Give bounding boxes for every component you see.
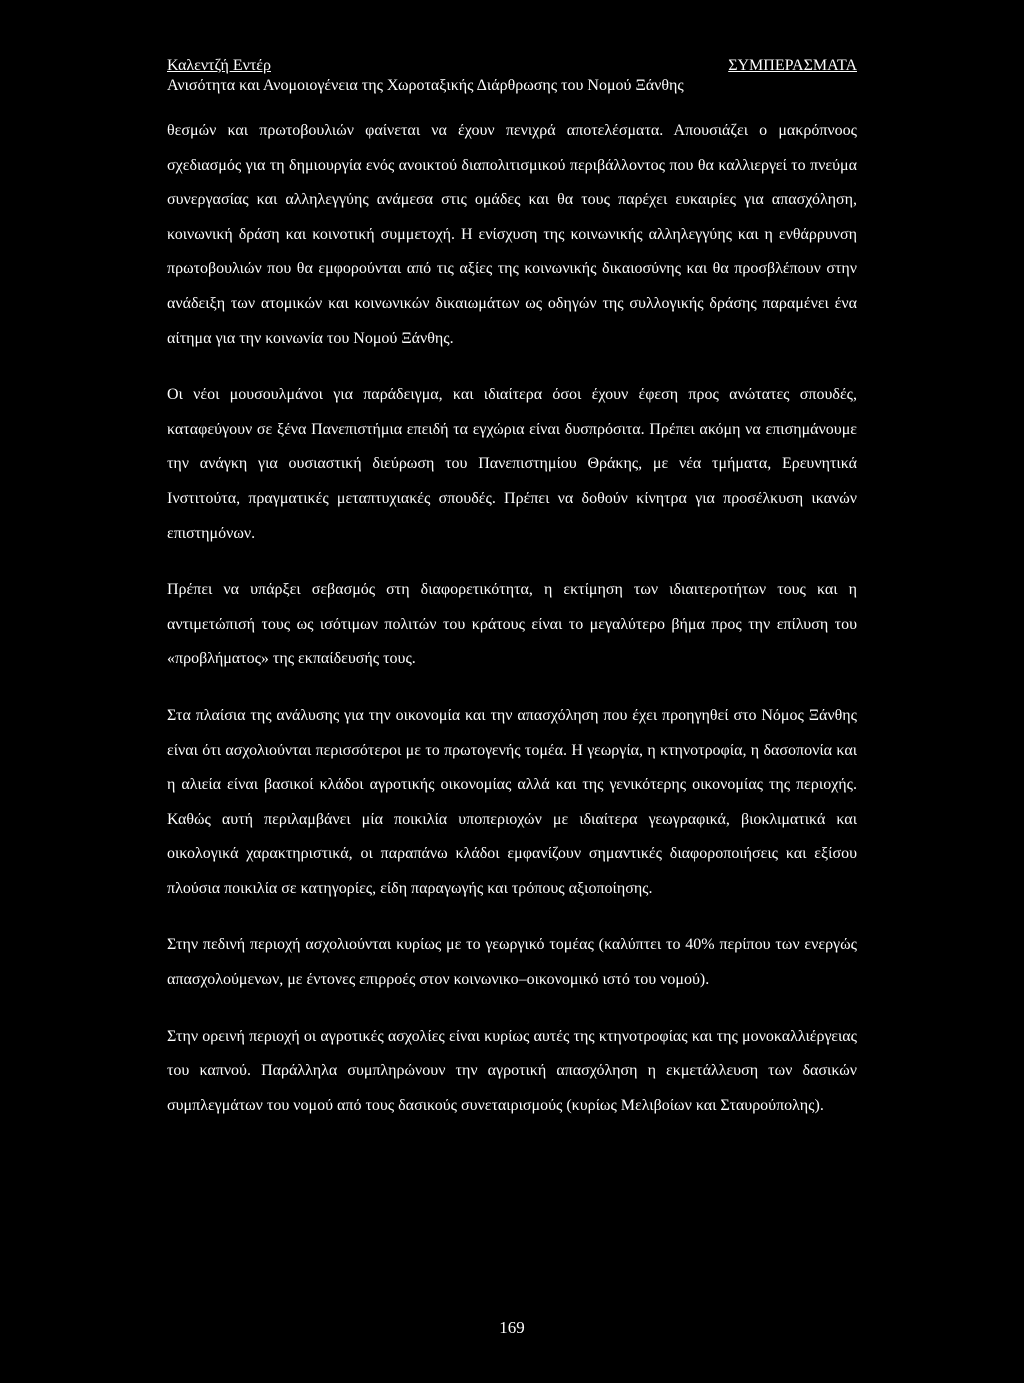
header-author: Καλεντζή Εντέρ [167, 57, 271, 74]
header-section: ΣΥΜΠΕΡΑΣΜΑΤΑ [728, 57, 857, 74]
paragraph: Στα πλαίσια της ανάλυσης για την οικονομία και την απασχόληση που έχει προηγηθεί στο Νόμος Ξάνθης είναι ότι ασχολιούνται περισσότεροι με το πρωτογενής τομέα. Η γεωργία, η κτηνοτροφία, η δασοπονία και η αλιεία είναι βασικοί κλάδοι αγροτικής οικονομίας αλλά και της γενικότερης οικονομίας της περιοχής. Καθώς αυτή περιλαμβάνει μία ποικιλία υποπεριοχών με ιδιαίτερα γεωγραφικά, βιοκλιματικά και οικολογικά χαρακτηριστικά, οι παραπάνω κλάδοι εμφανίζουν σημαντικές διαφοροποιήσεις και εξίσου πλούσια ποικιλία σε κατηγορίες, είδη παραγωγής και τρόπους αξιοποίησης. [167, 706, 857, 897]
paragraph: θεσμών και πρωτοβουλιών φαίνεται να έχουν πενιχρά αποτελέσματα. Απουσιάζει ο μακρόπνοος σχεδιασμός για τη δημιουργία ενός ανοικτού διαπολιτισμικού περιβάλλοντος που θα καλλιεργεί το πνεύμα συνεργασίας και αλληλεγγύης ανάμεσα στις ομάδες και θα τους παρέχει ευκαιρίες για απασχόληση, κοινωνική δράση και κοινοτική συμμετοχή. Η ενίσχυση της κοινωνικής αλληλεγγύης και η ενθάρρυνση πρωτοβουλιών που θα εμφορούνται από τις αξίες της κοινωνικής δικαιοσύνης και θα προσβλέπουν στην ανάδειξη των ατομικών και κοινωνικών δικαιωμάτων ως οδηγών της συλλογικής δράσης παραμένει ένα αίτημα για την κοινωνία του Νομού Ξάνθης. [167, 122, 857, 347]
paragraph: Στην πεδινή περιοχή ασχολιούνται κυρίως με το γεωργικό τομέας (καλύπτει το 40% περίπου των ενεργώς απασχολούμενων, με έντονες επιρροές στον κοινωνικο–οικονομικό ιστό του νομού). [167, 936, 857, 989]
page-number: 169 [499, 1318, 525, 1337]
paragraph: Πρέπει να υπάρξει σεβασμός στη διαφορετικότητα, η εκτίμηση των ιδιαιτεροτήτων τους και η αντιμετώπισή τους ως ισότιμων πολιτών του κράτους είναι το μεγαλύτερο βήμα προς την επίλυση του «προβλήματος» της εκπαίδευσής τους. [167, 581, 857, 668]
paragraph: Στην ορεινή περιοχή οι αγροτικές ασχολίες είναι κυρίως αυτές της κτηνοτροφίας και της μονοκαλλιέργειας του καπνού. Παράλληλα συμπληρώνουν την αγροτική απασχόληση η εκμετάλλευση των δασικών συμπλεγμάτων του νομού από τους δασικούς συνεταιρισμούς (κυρίως Μελιβοίων και Σταυρούπολης). [167, 1027, 857, 1114]
header-subtitle: Ανισότητα και Ανομοιογένεια της Χωροταξικής Διάρθρωσης του Νομού Ξάνθης [167, 77, 684, 94]
paragraph: Οι νέοι μουσουλμάνοι για παράδειγμα, και ιδιαίτερα όσοι έχουν έφεση προς ανώτατες σπουδές, καταφεύγουν σε ξένα Πανεπιστήμια επειδή τα εγχώρια είναι δυσπρόσιτα. Πρέπει ακόμη να επισημάνουμε την ανάγκη για ουσιαστική διεύρωση του Πανεπιστημίου Θράκης, με νέα τμήματα, Ερευνητικά Ινστιτούτα, πραγματικές μεταπτυχιακές σπουδές. Πρέπει να δοθούν κίνητρα για προσέλκυση ικανών επιστημόνων. [167, 386, 857, 542]
page-header [167, 56, 857, 96]
header-row [167, 56, 857, 76]
page-body [167, 114, 857, 1145]
